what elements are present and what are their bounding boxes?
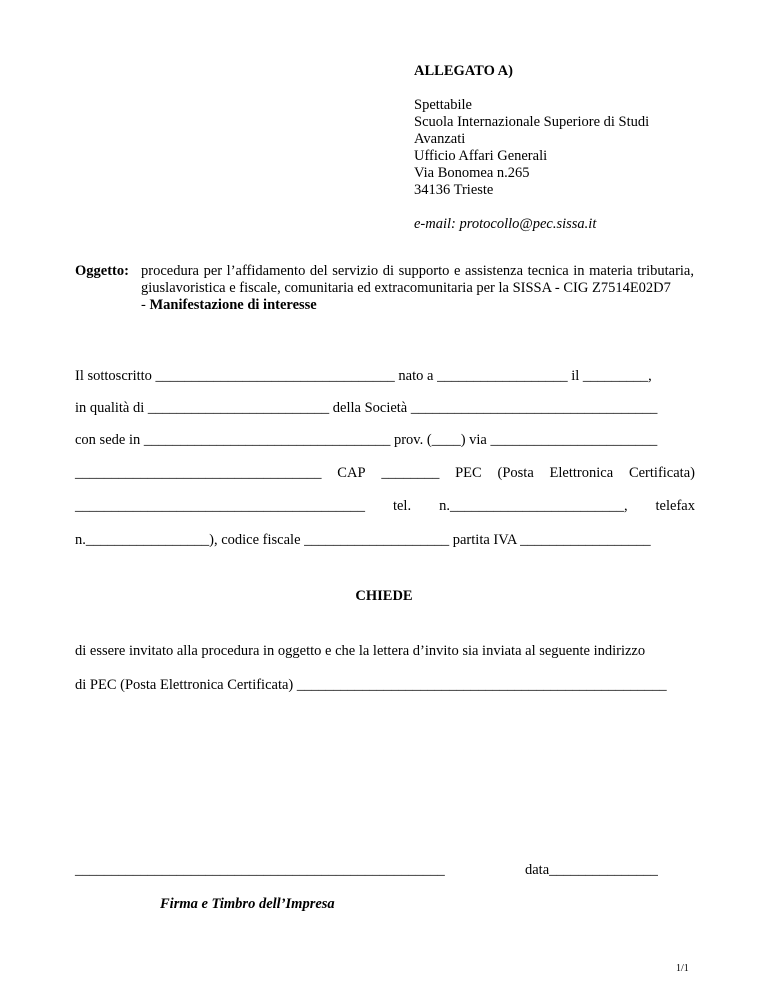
address-line: Via Bonomea n.265 bbox=[414, 165, 530, 181]
address-line: Scuola Internazionale Superiore di Studi bbox=[414, 114, 650, 130]
form-word: (Posta bbox=[497, 465, 534, 481]
email-address: e-mail: protocollo@pec.sissa.it bbox=[414, 216, 597, 232]
address-line: Avanzati bbox=[414, 131, 466, 147]
address-line: Spettabile bbox=[414, 97, 472, 113]
form-word: tel. bbox=[392, 498, 412, 514]
page-number: 1/1 bbox=[676, 963, 689, 974]
form-line-phone bbox=[75, 498, 695, 515]
form-line-cap-pec bbox=[75, 465, 695, 482]
subject-label: Oggetto: bbox=[75, 263, 129, 279]
form-line-role: in qualità di _________________________ della Società __________________________________ bbox=[75, 400, 658, 416]
form-word: Certificata) bbox=[628, 465, 695, 481]
form-blank: ________ bbox=[381, 465, 440, 481]
subject-bullet bbox=[141, 297, 694, 314]
form-word: Elettronica bbox=[549, 465, 614, 481]
form-word: PEC bbox=[455, 465, 482, 481]
form-blank: __________________________________ bbox=[75, 465, 322, 481]
form-line-name: Il sottoscritto _________________________________ nato a __________________ il _________, bbox=[75, 368, 652, 384]
form-word: telefax bbox=[655, 498, 695, 514]
addressee-block bbox=[414, 63, 649, 233]
form-word: CAP bbox=[337, 465, 366, 481]
request-line: di essere invitato alla procedura in oggetto e che la lettera d’invito sia inviata al seguente indirizzo bbox=[75, 643, 646, 659]
subject-text: procedura per l’affidamento del servizio di supporto e assistenza tecnica in materia tributaria, giuslavoristica e fiscale, comunitaria ed extracomunitaria per la SISSA - CIG Z7514E02D7 bbox=[141, 263, 694, 296]
subject-bullet-prefix: - bbox=[141, 297, 150, 313]
request-heading: CHIEDE bbox=[355, 588, 413, 604]
form-blank: n.________________________, bbox=[439, 498, 628, 514]
address-line: 34136 Trieste bbox=[414, 182, 494, 198]
date-field: data_______________ bbox=[525, 862, 658, 878]
form-blank: ________________________________________ bbox=[75, 498, 365, 514]
signature-caption: Firma e Timbro dell’Impresa bbox=[160, 896, 335, 912]
signature-line: ___________________________________________________ bbox=[75, 862, 445, 878]
subject-body bbox=[141, 263, 694, 314]
attachment-title: ALLEGATO A) bbox=[414, 63, 513, 79]
address-line: Ufficio Affari Generali bbox=[414, 148, 548, 164]
form-line-address: con sede in __________________________________ prov. (____) via _______________________ bbox=[75, 432, 658, 448]
request-pec-line: di PEC (Posta Elettronica Certificata) ___________________________________________________ bbox=[75, 677, 667, 693]
subject-bullet-title: Manifestazione di interesse bbox=[149, 297, 317, 313]
form-line-fiscal: n._________________), codice fiscale ____________________ partita IVA __________________ bbox=[75, 532, 651, 548]
